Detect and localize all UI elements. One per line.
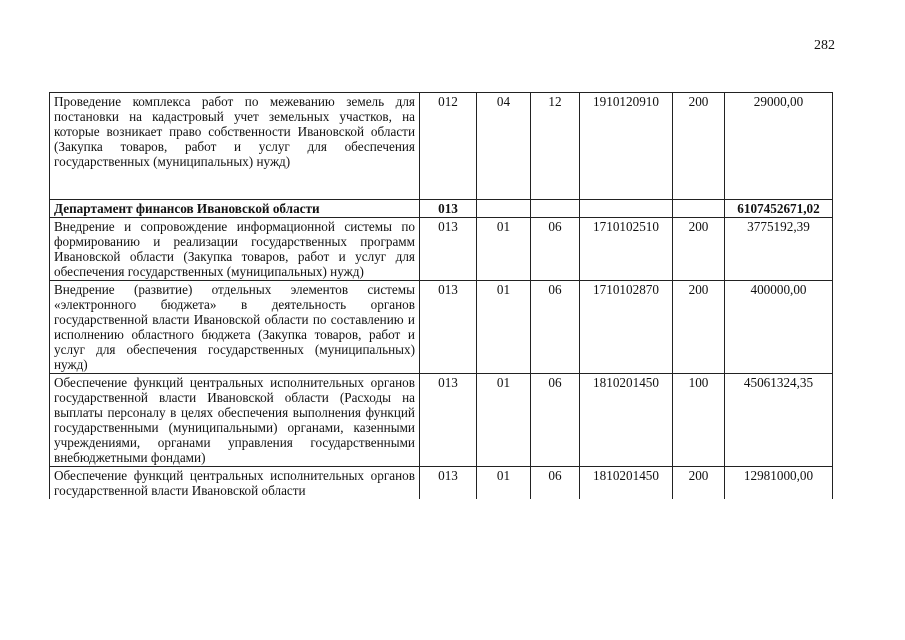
section-code: 01	[477, 374, 531, 467]
target-article-code: 1710102870	[580, 281, 673, 374]
section-code: 01	[477, 281, 531, 374]
expense-type-code: 200	[673, 218, 725, 281]
ministry-code: 012	[420, 93, 477, 200]
ministry-code: 013	[420, 218, 477, 281]
target-article-code	[580, 200, 673, 218]
target-article-code: 1810201450	[580, 374, 673, 467]
ministry-code: 013	[420, 281, 477, 374]
page-number: 282	[814, 38, 835, 53]
amount: 45061324,35	[725, 374, 833, 467]
expense-type-code	[673, 200, 725, 218]
subsection-code	[531, 200, 580, 218]
amount: 3775192,39	[725, 218, 833, 281]
expense-type-code: 200	[673, 467, 725, 500]
row-description: Обеспечение функций центральных исполнительных органов государственной власти Ивановской области	[50, 467, 420, 500]
row-description: Проведение комплекса работ по межеванию земель для постановки на кадастровый учет земельных участков, на которые возникает право собственности Ивановской области (Закупка товаров, работ и услуг для обеспечения государственных (муниципальных) нужд)	[50, 93, 420, 200]
budget-table	[49, 92, 833, 499]
table-row	[50, 93, 833, 200]
subsection-code: 06	[531, 281, 580, 374]
section-code	[477, 200, 531, 218]
target-article-code: 1710102510	[580, 218, 673, 281]
target-article-code: 1910120910	[580, 93, 673, 200]
expense-type-code: 200	[673, 93, 725, 200]
department-name: Департамент финансов Ивановской области	[50, 200, 420, 218]
row-description: Внедрение (развитие) отдельных элементов системы «электронного бюджета» в деятельность органов государственной власти Ивановской области по составлению и исполнению областного бюджета (Закупка товаров, работ и услуг для обеспечения государственных (муниципальных) нужд)	[50, 281, 420, 374]
department-row	[50, 200, 833, 218]
ministry-code: 013	[420, 467, 477, 500]
subsection-code: 06	[531, 374, 580, 467]
table-row	[50, 374, 833, 467]
amount: 400000,00	[725, 281, 833, 374]
subsection-code: 12	[531, 93, 580, 200]
table-row	[50, 281, 833, 374]
ministry-code: 013	[420, 374, 477, 467]
section-code: 01	[477, 467, 531, 500]
row-description: Обеспечение функций центральных исполнительных органов государственной власти Ивановской области (Расходы на выплаты персоналу в целях обеспечения выполнения функций государственными (муниципальными) органами, казенными учреждениями, органами управления государственными внебюджетными фондами)	[50, 374, 420, 467]
table-row	[50, 467, 833, 500]
section-code: 04	[477, 93, 531, 200]
subsection-code: 06	[531, 467, 580, 500]
subsection-code: 06	[531, 218, 580, 281]
department-total-amount: 6107452671,02	[725, 200, 833, 218]
expense-type-code: 200	[673, 281, 725, 374]
expense-type-code: 100	[673, 374, 725, 467]
table-row	[50, 218, 833, 281]
section-code: 01	[477, 218, 531, 281]
target-article-code: 1810201450	[580, 467, 673, 500]
amount: 12981000,00	[725, 467, 833, 500]
amount: 29000,00	[725, 93, 833, 200]
row-description: Внедрение и сопровождение информационной системы по формированию и реализации государственных программ Ивановской области (Закупка товаров, работ и услуг для обеспечения государственных (муниципальных) нужд)	[50, 218, 420, 281]
ministry-code: 013	[420, 200, 477, 218]
